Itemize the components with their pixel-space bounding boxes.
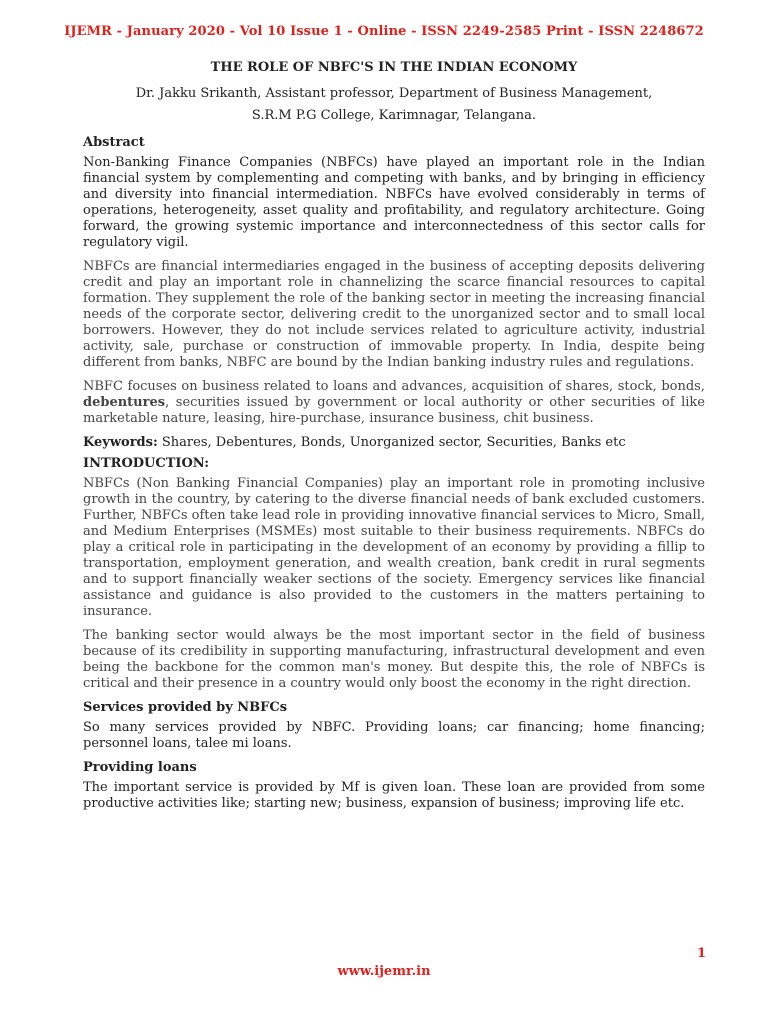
footer-website: www.ijemr.in (337, 964, 431, 979)
providing-loans-heading: Providing loans (83, 760, 197, 775)
providing-loans-paragraph: The important service is provided by Mf is given loan. These loan are provided from some productive activities like; starting new; business, expansion of business; improving life etc. (83, 780, 705, 811)
abstract-heading: Abstract (83, 135, 145, 150)
keywords (83, 435, 705, 451)
services-paragraph: So many services provided by NBFC. Providing loans; car financing; home financing; personnel loans, talee mi loans. (83, 720, 705, 751)
author-block (83, 83, 705, 127)
introduction-heading: INTRODUCTION: (83, 456, 210, 471)
page-content (83, 60, 705, 820)
journal-header: IJEMR - January 2020 - Vol 10 Issue 1 - Online - ISSN 2249-2585 Print - ISSN 2248672 (64, 24, 704, 39)
author-line-1: Dr. Jakku Srikanth, Assistant professor, Department of Business Management, (135, 86, 653, 101)
introduction-paragraph-2: The banking sector would always be the most important sector in the field of business because of its credibility in supporting manufacturing, infrastructural development and even being the backbone for the common man's money. But despite this, the role of NBFCs is critical and their presence in a country would only boost the economy in the right direction. (83, 628, 705, 691)
abstract-p3-start: NBFC focuses on business related to loans and advances, acquisition of shares, stock, bonds, (83, 379, 705, 394)
author-line-2: S.R.M P.G College, Karimnagar, Telangana. (251, 108, 537, 123)
paper-title: THE ROLE OF NBFC'S IN THE INDIAN ECONOMY (210, 60, 578, 75)
page-number: 1 (696, 946, 706, 961)
abstract-paragraph-1: Non-Banking Finance Companies (NBFCs) have played an important role in the Indian financial system by complementing and competing with banks, and by bringing in efficiency and diversity into financial intermediation. NBFCs have evolved considerably in terms of operations, heterogeneity, asset quality and profitability, and regulatory architecture. Going forward, the growing systemic importance and interconnectedness of this sector calls for regulatory vigil. (83, 155, 705, 250)
keywords-text: Shares, Debentures, Bonds, Unorganized sector, Securities, Banks etc (157, 435, 626, 450)
abstract-p3-end: , securities issued by government or local authority or other securities of like marketable nature, leasing, hire-purchase, insurance business, chit business. (83, 395, 705, 426)
abstract-paragraph-2: NBFCs are financial intermediaries engaged in the business of accepting deposits delivering credit and play an important role in channelizing the scarce financial resources to capital formation. They supplement the role of the banking sector in meeting the increasing financial needs of the corporate sector, delivering credit to the unorganized sector and to small local borrowers. However, they do not include services related to agriculture activity, industrial activity, sale, purchase or construction of immovable property. In India, despite being different from banks, NBFC are bound by the Indian banking industry rules and regulations. (83, 259, 705, 370)
abstract-p3-bold: debentures (83, 395, 166, 410)
keywords-label: Keywords: (83, 435, 158, 450)
introduction-paragraph-1: NBFCs (Non Banking Financial Companies) play an important role in promoting inclusive growth in the country, by catering to the diverse financial needs of bank excluded customers. Further, NBFCs often take lead role in providing innovative financial services to Micro, Small, and Medium Enterprises (MSMEs) most suitable to their business requirements. NBFCs do play a critical role in participating in the development of an economy by providing a fillip to transportation, employment generation, and wealth creation, bank credit in rural segments and to support financially weaker sections of the society. Emergency services like financial assistance and guidance is also provided to the customers in the matters pertaining to insurance. (83, 476, 705, 619)
abstract-paragraph-3 (83, 379, 705, 427)
services-heading: Services provided by NBFCs (83, 700, 288, 715)
